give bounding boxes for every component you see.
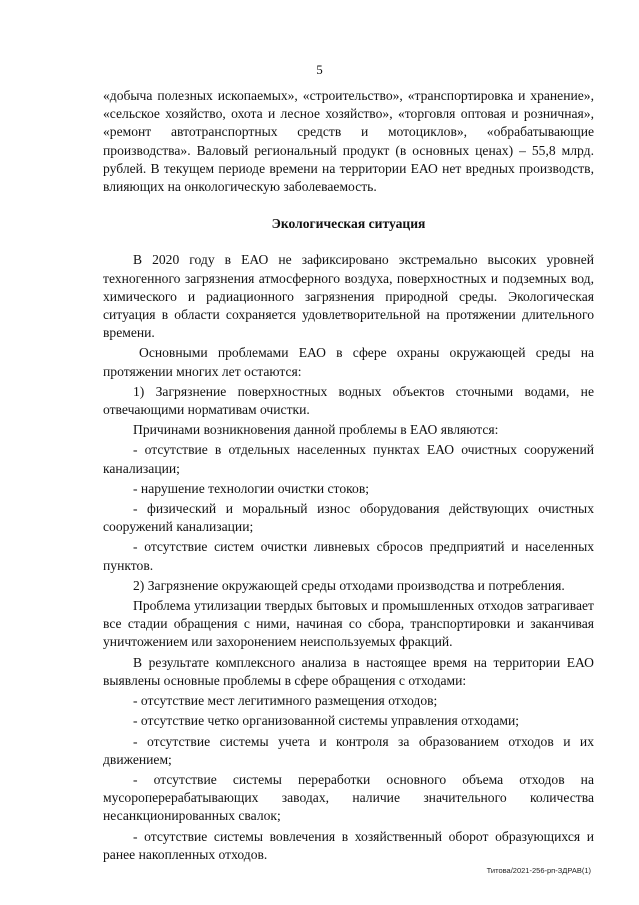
waste-problem-item: - отсутствие системы вовлечения в хозяйственный оборот образующихся и ранее накопленных отходов. xyxy=(103,828,594,862)
cause-list-item: - отсутствие систем очистки ливневых сбросов предприятий и населенных пунктов. xyxy=(103,539,594,573)
paragraph-analysis: В результате комплексного анализа в настоящее время на территории ЕАО выявлены основные проблемы в сфере обращения с отходами: xyxy=(103,654,594,688)
page-number: 5 xyxy=(316,62,323,77)
document-footer-code: Титова/2021-256-рп-ЗДРАВ(1) xyxy=(486,866,591,875)
waste-problem-item: - отсутствие системы учета и контроля за образованием отходов и их движением; xyxy=(103,733,594,767)
section-heading: Экологическая ситуация xyxy=(271,216,426,232)
paragraph-ecology-2020: В 2020 году в ЕАО не зафиксировано экстремально высоких уровней техногенного загрязнения атмосферного воздуха, поверхностных и подземных вод, химического и радиационного загрязнения природной среды. Экологическая ситуация в области сохраняется удовлетворительной на протяжении длительного времени. xyxy=(103,252,594,341)
problem-1-item: 1) Загрязнение поверхностных водных объектов сточными водами, не отвечающими нормативам очистки. xyxy=(103,383,594,418)
cause-list-item: - нарушение технологии очистки стоков; xyxy=(133,480,370,496)
problem-2-item: 2) Загрязнение окружающей среды отходами производства и потребления. xyxy=(133,577,565,593)
document-body xyxy=(103,87,594,864)
waste-problem-item: - отсутствие системы переработки основного объема отходов на мусороперерабатывающих заводах, наличие значительного количества несанкционированных свалок; xyxy=(103,771,594,824)
intro-paragraph: «добыча полезных ископаемых», «строительство», «транспортировка и хранение», «сельское хозяйство, охота и лесное хозяйство», «торговля оптовая и розничная», «ремонт автотранспортных средств и мотоциклов», «обрабатывающие производства». Валовый региональный продукт (в основных ценах) – 55,8 млрд. рублей. В текущем периоде времени на территории ЕАО нет вредных производств, влияющих на онкологическую заболеваемость. xyxy=(103,88,594,195)
paragraph-waste-disposal: Проблема утилизации твердых бытовых и промышленных отходов затрагивает все стадии обращения с ними, начиная со сбора, транспортировки и заканчивая уничтожением или захоронением неиспользуемых фракций. xyxy=(103,598,594,650)
cause-list-item: - отсутствие в отдельных населенных пунктах ЕАО очистных сооружений канализации; xyxy=(103,442,594,476)
paragraph-causes: Причинами возникновения данной проблемы в ЕАО являются: xyxy=(133,422,499,438)
paragraph-main-problems: Основными проблемами ЕАО в сфере охраны окружающей среды на протяжении многих лет остаются: xyxy=(103,345,594,379)
cause-list-item: - физический и моральный износ оборудования действующих очистных сооружений канализации; xyxy=(103,501,594,535)
waste-problem-item: - отсутствие четко организованной системы управления отходами; xyxy=(133,713,520,729)
waste-problem-item: - отсутствие мест легитимного размещения отходов; xyxy=(133,693,438,709)
